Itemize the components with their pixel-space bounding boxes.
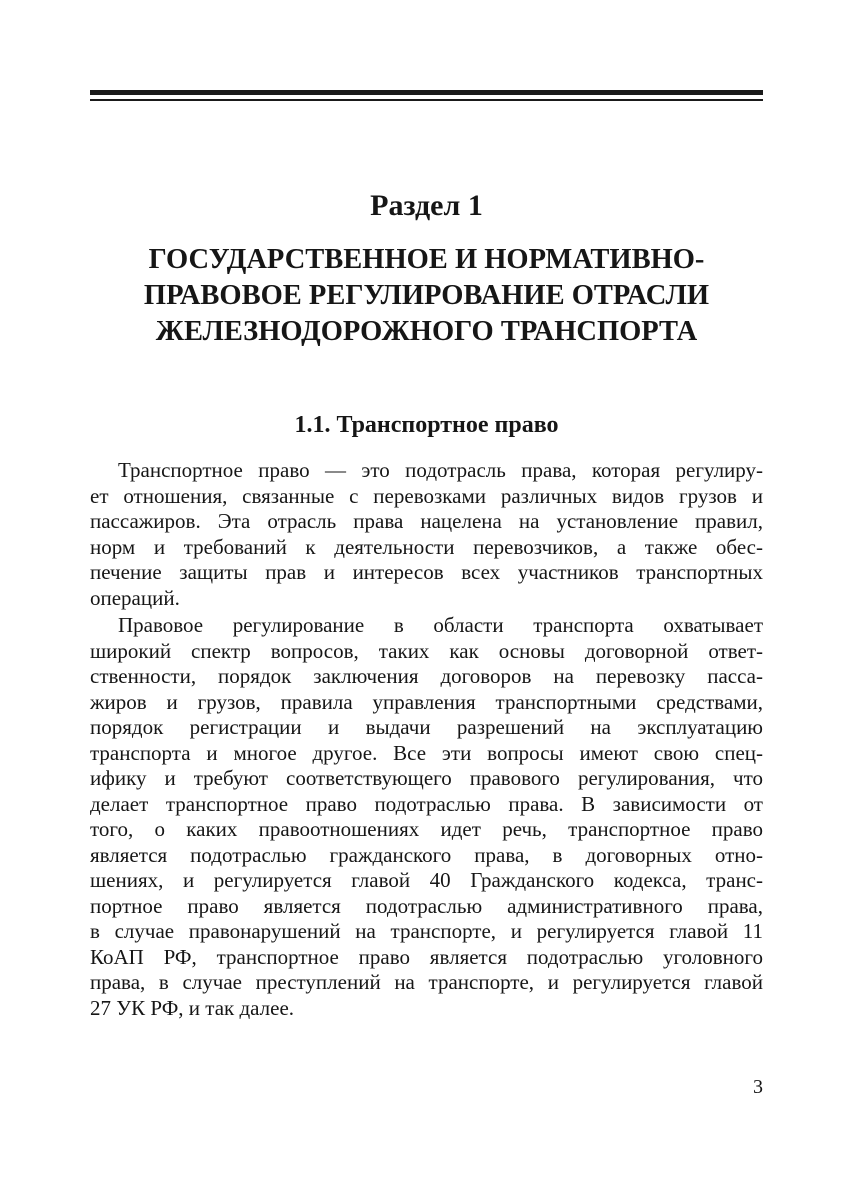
paragraph-line: делает транспортное право подотраслью права. В зависимости от [90,791,763,816]
paragraph-line: 27 УК РФ, и так далее. [90,995,295,1020]
paragraph-line: ственности, порядок заключения договоров на перевозку пасса- [90,664,763,688]
section-label: Раздел 1 [370,189,483,222]
header-rule-thin [90,99,763,101]
paragraph-line: Правовое регулирование в области транспорта охватывает [118,613,763,637]
section-title [90,242,763,350]
paragraph-2 [90,613,763,1021]
paragraph-line: права, в случае преступлений на транспорте, и регулируется главой [90,970,763,994]
paragraph-line: печение защиты прав и интересов всех участников транспортных [90,560,763,584]
section-title-line: ГОСУДАРСТВЕННОЕ И НОРМАТИВНО- [148,244,705,275]
paragraph-line: является подотраслью гражданского права, в договорных отно- [90,842,763,867]
paragraph-line: шениях, и регулируется главой 40 Гражданского кодекса, транс- [90,868,763,892]
paragraph-line: портное право является подотраслью административного права, [90,893,763,918]
paragraph-1 [90,458,763,611]
paragraph-line: того, о каких правоотношениях идет речь, транспортное право [90,817,763,841]
header-rule-thick [90,90,763,95]
paragraph-line: широкий спектр вопросов, таких как основы договорной ответ- [90,638,763,663]
paragraph-line: в случае правонарушений на транспорте, и регулируется главой 11 [90,919,763,943]
paragraph-line: жиров и грузов, правила управления транспортными средствами, [90,689,763,714]
paragraph-line: операций. [90,585,180,610]
section-title-line: ПРАВОВОЕ РЕГУЛИРОВАНИЕ ОТРАСЛИ [143,280,710,311]
paragraph-line: норм и требований к деятельности перевозчиков, а также обес- [90,534,763,559]
paragraph-line: транспорта и многое другое. Все эти вопросы имеют свою спец- [90,740,763,765]
paragraph-line: порядок регистрации и выдачи разрешений на эксплуатацию [90,715,763,739]
subsection-title: 1.1. Транспортное право [294,412,559,438]
section-title-line: ЖЕЛЕЗНОДОРОЖНОГО ТРАНСПОРТА [155,316,698,347]
paragraph-line: КоАП РФ, транспортное право является подотраслью уголовного [90,944,763,969]
paragraph-line: ет отношения, связанные с перевозками различных видов грузов и [90,483,763,508]
paragraph-line: пассажиров. Эта отрасль права нацелена на установление правил, [90,509,763,533]
paragraph-line: Транспортное право — это подотрасль права, которая регулиру- [118,458,763,482]
paragraph-line: ифику и требуют соответствующего правового регулирования, что [90,766,763,790]
page-number: 3 [753,1076,763,1098]
